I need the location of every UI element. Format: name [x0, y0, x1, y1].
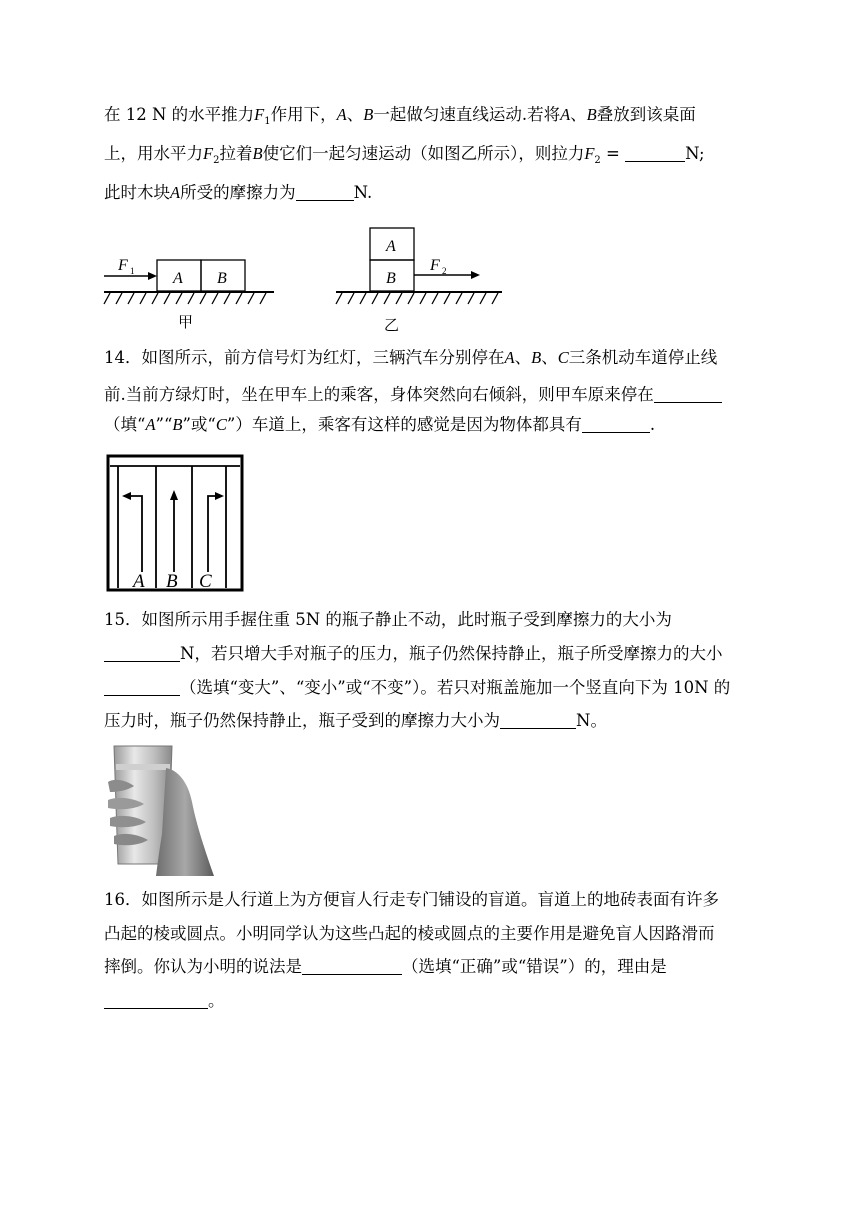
figure-caption: 甲 — [178, 313, 194, 331]
text: 压力时，瓶子仍然保持静止，瓶子受到的摩擦力大小为 — [104, 711, 500, 730]
text: 拉着 — [219, 144, 253, 163]
answer-blank[interactable] — [104, 645, 180, 662]
text: 、 — [541, 348, 558, 367]
q13-line-2 — [104, 143, 705, 172]
var-A: A — [504, 348, 515, 367]
q14-line-3 — [104, 414, 655, 436]
text: 前.当前方绿灯时，坐在甲车上的乘客，身体突然向右倾斜，则甲车原来停在 — [104, 385, 654, 404]
lane-C-label: C — [199, 571, 212, 592]
text: 作用下， — [270, 105, 337, 124]
text: 14．如图所示，前方信号灯为红灯，三辆汽车分别停在 — [104, 348, 505, 367]
var-A: A — [560, 105, 571, 124]
force-subscript: 2 — [442, 266, 447, 276]
var-F1: F — [254, 105, 265, 124]
force-subscript: 1 — [130, 266, 135, 276]
text: 16．如图所示是人行道上为方便盲人行走专门铺设的盲道。盲道上的地砖表面有许多 — [104, 890, 719, 909]
var-C: C — [557, 348, 569, 367]
text: 一起做匀速直线运动.若将 — [373, 105, 561, 124]
force-label: F — [430, 257, 440, 274]
q13-line-1 — [104, 104, 696, 133]
answer-blank[interactable] — [296, 184, 354, 201]
text: 三条机动车道停止线 — [568, 348, 718, 367]
text: 摔倒。你认为小明的说法是 — [104, 957, 302, 976]
block-B-label: B — [386, 270, 396, 287]
text: 、 — [514, 348, 532, 367]
text: （选填“正确”或“错误”）的，理由是 — [402, 957, 667, 976]
text: 上，用水平力 — [104, 144, 203, 163]
unit: N. — [353, 183, 373, 202]
block-A-label: A — [173, 270, 183, 287]
q15-line-4 — [104, 710, 607, 732]
text: 在 12 N 的水平推力 — [104, 105, 255, 124]
text: ”）车道上，乘客有这样的感觉是因为物体都具有 — [226, 415, 582, 434]
answer-blank[interactable] — [654, 386, 722, 403]
figure-14-lanes — [104, 452, 246, 592]
text: 、 — [570, 105, 587, 124]
text: （选填“变大”、“变小”或“不变”）。若只对瓶盖施加一个竖直向下为 10N 的 — [180, 678, 731, 697]
answer-blank[interactable] — [500, 712, 576, 729]
var-B: B — [363, 105, 374, 124]
text: 叠放到该桌面 — [596, 105, 696, 124]
text: 使它们一起匀速运动（如图乙所示），则拉力 — [262, 144, 585, 163]
text: N。 — [576, 711, 607, 730]
figure-13-yi — [332, 220, 512, 340]
unit: N; — [685, 144, 705, 163]
q16-line-4 — [104, 990, 225, 1012]
q16-line-1 — [104, 889, 719, 911]
text: ”“ — [155, 415, 173, 434]
var-B: B — [172, 415, 183, 434]
figure-caption: 乙 — [384, 316, 400, 334]
figure-15-hand-holding-glass — [104, 742, 216, 876]
var-A: A — [170, 183, 181, 202]
text: 此时木块 — [104, 183, 170, 202]
text: 、 — [346, 105, 364, 124]
var-B: B — [531, 348, 542, 367]
lane-B-label: B — [166, 571, 178, 592]
q15-line-1 — [104, 609, 672, 631]
q14-line-1 — [104, 347, 717, 369]
q16-line-3 — [104, 956, 667, 978]
block-A-label: A — [386, 238, 396, 255]
q15-line-2 — [104, 643, 722, 665]
text: （填“ — [104, 415, 146, 434]
var-A: A — [336, 105, 347, 124]
answer-blank[interactable] — [302, 958, 402, 975]
var-C: C — [215, 415, 227, 434]
text: ”或“ — [182, 415, 216, 434]
block-B-label: B — [217, 270, 227, 287]
text: 15．如图所示用手握住重 5N 的瓶子静止不动，此时瓶子受到摩擦力的大小为 — [104, 610, 672, 629]
q16-line-2 — [104, 923, 715, 945]
subscript: 2 — [594, 155, 601, 166]
var-F2: F — [584, 144, 595, 163]
text: 凸起的棱或圆点。小明同学认为这些凸起的棱或圆点的主要作用是避免盲人因路滑而 — [104, 924, 715, 943]
var-F2: F — [203, 144, 214, 163]
equals-sign: = — [600, 144, 626, 163]
lane-A-label: A — [133, 571, 145, 592]
q13-line-3 — [104, 182, 372, 204]
text: 所受的摩擦力为 — [180, 183, 296, 202]
answer-blank[interactable] — [582, 416, 650, 433]
q14-line-2 — [104, 384, 722, 406]
var-B: B — [586, 105, 597, 124]
text: . — [649, 415, 656, 434]
var-A: A — [145, 415, 156, 434]
answer-blank[interactable] — [104, 679, 180, 696]
subscript: 1 — [264, 116, 271, 127]
force-label: F — [118, 257, 128, 274]
text: 。 — [208, 991, 225, 1010]
text: N，若只增大手对瓶子的压力，瓶子仍然保持静止，瓶子所受摩擦力的大小 — [180, 644, 723, 663]
q15-line-3 — [104, 677, 730, 699]
figure-13-jia — [100, 252, 280, 332]
subscript: 2 — [213, 155, 220, 166]
answer-blank[interactable] — [104, 992, 208, 1009]
answer-blank[interactable] — [625, 145, 685, 162]
var-B: B — [252, 144, 263, 163]
